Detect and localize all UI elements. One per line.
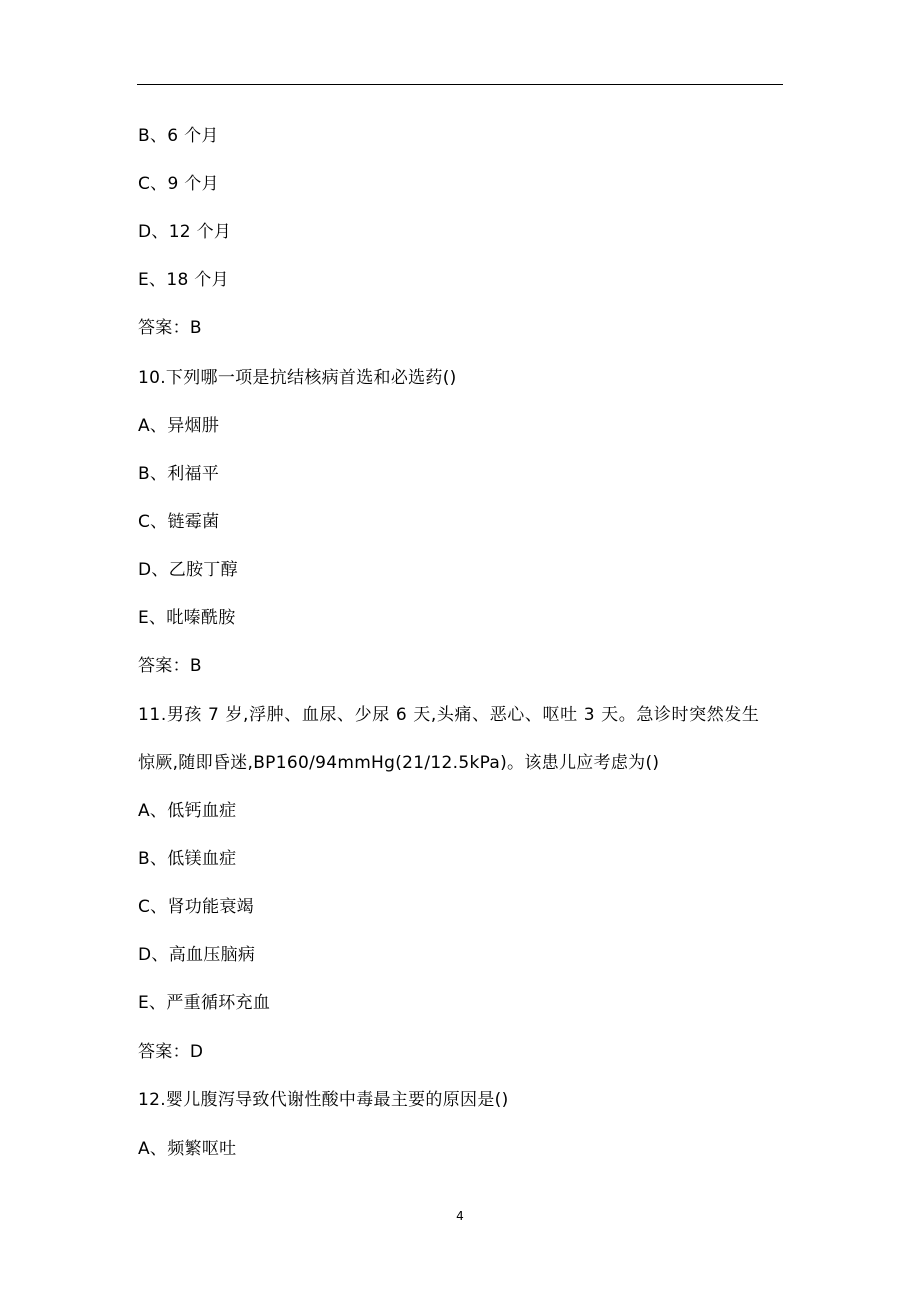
prev-option-c: C、9 个月 [138, 174, 219, 194]
q10-answer: 答案：B [138, 656, 202, 676]
q10-stem: 10.下列哪一项是抗结核病首选和必选药() [138, 368, 457, 388]
prev-option-b: B、6 个月 [138, 126, 219, 146]
q11-stem-line1: 11.男孩 7 岁,浮肿、血尿、少尿 6 天,头痛、恶心、呕吐 3 天。急诊时突然发生 [138, 705, 760, 725]
q12-option-a: A、频繁呕吐 [138, 1139, 237, 1159]
header-rule [137, 84, 783, 85]
q11-option-d: D、高血压脑病 [138, 945, 256, 965]
prev-answer: 答案：B [138, 318, 202, 338]
q10-option-b: B、利福平 [138, 464, 220, 484]
q11-option-b: B、低镁血症 [138, 849, 237, 869]
q10-option-c: C、链霉菌 [138, 512, 220, 532]
prev-option-d: D、12 个月 [138, 222, 232, 242]
q10-option-e: E、吡嗪酰胺 [138, 608, 236, 628]
q11-option-c: C、肾功能衰竭 [138, 897, 254, 917]
q11-answer: 答案：D [138, 1042, 204, 1062]
q11-option-e: E、严重循环充血 [138, 993, 271, 1013]
prev-option-e: E、18 个月 [138, 270, 229, 290]
q10-option-d: D、乙胺丁醇 [138, 560, 238, 580]
q11-option-a: A、低钙血症 [138, 801, 237, 821]
q10-option-a: A、异烟肼 [138, 416, 220, 436]
q12-stem: 12.婴儿腹泻导致代谢性酸中毒最主要的原因是() [138, 1090, 509, 1110]
q11-stem-line2: 惊厥,随即昏迷,BP160/94mmHg(21/12.5kPa)。该患儿应考虑为() [138, 753, 660, 773]
page-number: 4 [456, 1209, 464, 1223]
